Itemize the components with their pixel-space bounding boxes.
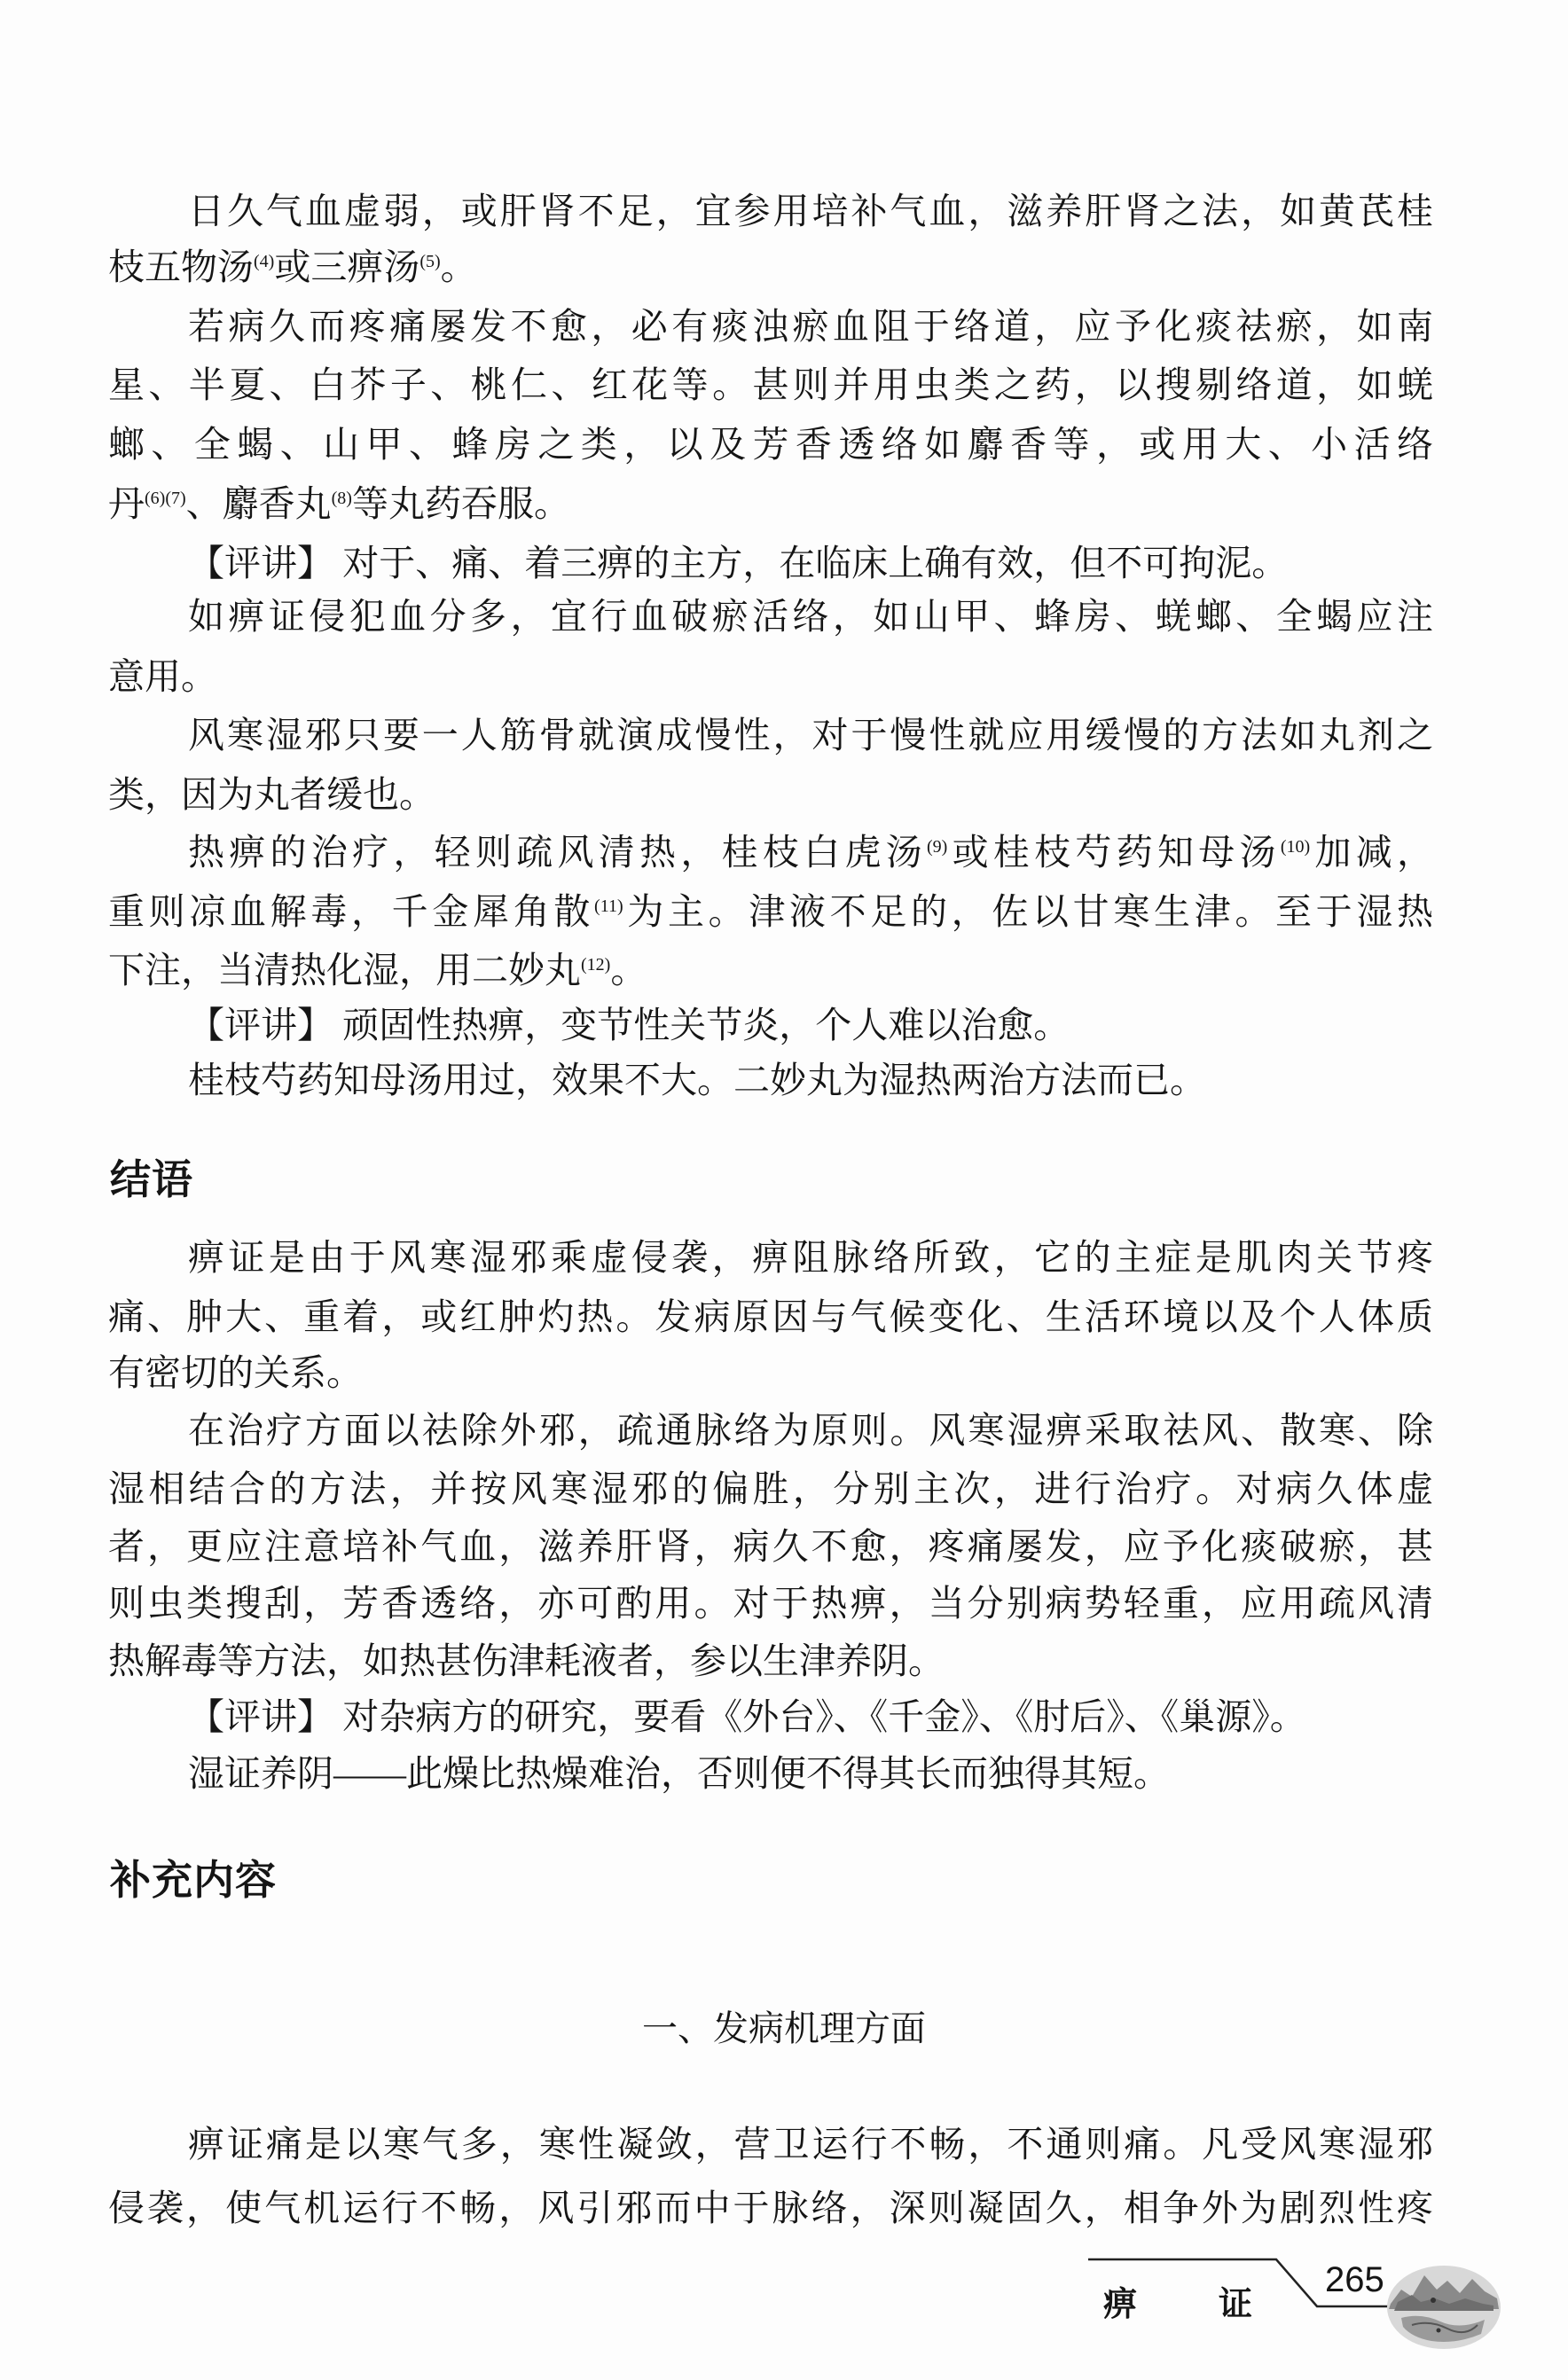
text-run: 桂枝芍药知母汤用过，效果不大。二妙丸为湿热两治方法而已。: [188, 1060, 1206, 1100]
footnote-reference: (4): [254, 252, 275, 271]
text-run: 下注，当清热化湿，用二妙丸: [108, 949, 581, 991]
text-run: 等丸药吞服。: [351, 482, 570, 525]
text-run: 或桂枝芍药知母汤: [947, 831, 1281, 873]
text-run: 重则凉血解毒，千金犀角散: [108, 890, 595, 933]
text-run: 类，因为丸者缓也。: [108, 774, 435, 815]
text-line: [108, 887, 1433, 936]
running-footer-char-2: 证: [1219, 2284, 1253, 2323]
text-line: [108, 1636, 1433, 1686]
text-line: [108, 419, 1433, 469]
text-line: [108, 1522, 1433, 1571]
text-run: 痹证痛是以寒气多，寒性凝敛，营卫运行不畅，不通则痛。凡受风寒湿邪: [188, 2124, 1433, 2165]
footnote-reference: (9): [927, 837, 948, 857]
text-run: 湿证养阴——此燥比热燥难治，否则便不得其长而独得其短。: [188, 1753, 1170, 1794]
text-run: 则虫类搜刮，芳香透络，亦可酌用。对于热痹，当分别病势轻重，应用疏风清: [108, 1582, 1433, 1625]
text-run: 热痹的治疗，轻则疏风清热，桂枝白虎汤: [188, 831, 928, 873]
landscape-ornament-icon: [1385, 2263, 1502, 2352]
text-run: 【评讲】 对于、痛、着三痹的主方，在临床上确有效，但不可拘泥。: [188, 543, 1289, 583]
text-run: 湿相结合的方法，并按风寒湿邪的偏胜，分别主次，进行治疗。对病久体虚: [108, 1468, 1433, 1510]
text-line: [108, 1464, 1433, 1514]
text-run: 侵袭，使气机运行不畅，风引邪而中于脉络，深则凝固久，相争外为剧烈性疼: [108, 2188, 1433, 2228]
text-run: 丹: [108, 482, 145, 525]
section-heading-conclusion: 结语: [110, 1155, 193, 1203]
text-line: [188, 186, 1433, 236]
text-run: 者，更应注意培补气血，滋养肝肾，病久不愈，疼痛屡发，应予化痰破瘀，甚: [108, 1525, 1433, 1568]
text-run: 枝五物汤: [108, 246, 254, 288]
text-line: [108, 242, 1433, 292]
footnote-reference: (5): [419, 252, 441, 271]
text-line: [108, 945, 1433, 995]
footnote-reference: (10): [1280, 837, 1311, 857]
footnote-reference: (8): [331, 489, 352, 508]
text-line: [188, 1749, 1433, 1798]
text-run: 或三痹汤: [274, 246, 420, 288]
text-line: [108, 1578, 1433, 1628]
footnote-reference: (6)(7): [145, 489, 186, 508]
text-run: 加减，: [1310, 831, 1434, 873]
text-line: [188, 710, 1433, 760]
text-run: 日久气血虚弱，或肝肾不足，宜参用培补气血，滋养肝肾之法，如黄芪桂: [188, 190, 1433, 232]
text-run: 意用。: [108, 656, 217, 697]
text-line: [188, 538, 1433, 588]
text-line: [188, 2119, 1433, 2169]
text-run: 如痹证侵犯血分多，宜行血破瘀活络，如山甲、蜂房、蜣螂、全蝎应注: [188, 596, 1433, 637]
text-line: [188, 1055, 1433, 1105]
text-line: [188, 1233, 1433, 1282]
section-heading-supplement: 补充内容: [110, 1856, 277, 1904]
footnote-reference: (12): [581, 955, 611, 975]
text-run: 。: [440, 246, 477, 288]
text-line: [188, 1000, 1433, 1050]
text-line: [188, 827, 1433, 877]
text-line: [108, 2183, 1433, 2233]
text-run: 、麝香丸: [185, 482, 332, 525]
text-run: 痹证是由于风寒湿邪乘虚侵袭，痹阻脉络所致，它的主症是肌肉关节疼: [188, 1236, 1433, 1279]
page-number: 265: [1325, 2260, 1384, 2299]
text-line: [108, 1292, 1433, 1342]
text-line: [188, 1692, 1433, 1742]
text-run: 有密切的关系。: [108, 1351, 363, 1394]
text-run: 为主。津液不足的，佐以甘寒生津。至于湿热: [623, 890, 1434, 933]
text-line: [188, 301, 1433, 351]
text-line: [108, 360, 1433, 410]
subsection-heading: 一、发病机理方面: [642, 2008, 926, 2048]
text-line: [188, 591, 1433, 641]
running-footer-char-1: 痹: [1103, 2284, 1138, 2323]
text-line: [188, 1405, 1433, 1455]
text-run: 【评讲】 对杂病方的研究，要看《外台》、《千金》、《肘后》、《巢源》。: [188, 1696, 1306, 1737]
text-line: [108, 479, 1433, 528]
text-run: 在治疗方面以祛除外邪，疏通脉络为原则。风寒湿痹采取祛风、散寒、除: [188, 1409, 1433, 1452]
text-run: 螂、全蝎、山甲、蜂房之类，以及芳香透络如麝香等，或用大、小活络: [108, 423, 1433, 466]
text-run: 【评讲】 顽固性热痹，变节性关节炎，个人难以治愈。: [188, 1005, 1070, 1045]
text-run: 痛、肿大、重着，或红肿灼热。发病原因与气候变化、生活环境以及个人体质: [108, 1296, 1433, 1338]
text-line: [108, 770, 1433, 819]
text-line: [108, 1348, 1433, 1397]
text-run: 。: [610, 949, 647, 991]
text-run: 星、半夏、白芥子、桃仁、红花等。甚则并用虫类之药，以搜剔络道，如蜣: [108, 364, 1433, 406]
text-line: [108, 652, 1433, 701]
text-run: 若病久而疼痛屡发不愈，必有痰浊瘀血阻于络道，应予化痰祛瘀，如南: [188, 305, 1433, 348]
text-run: 风寒湿邪只要一人筋骨就演成慢性，对于慢性就应用缓慢的方法如丸剂之: [188, 715, 1433, 755]
text-run: 热解毒等方法，如热甚伤津耗液者，参以生津养阴。: [108, 1640, 945, 1682]
footnote-reference: (11): [594, 896, 623, 916]
